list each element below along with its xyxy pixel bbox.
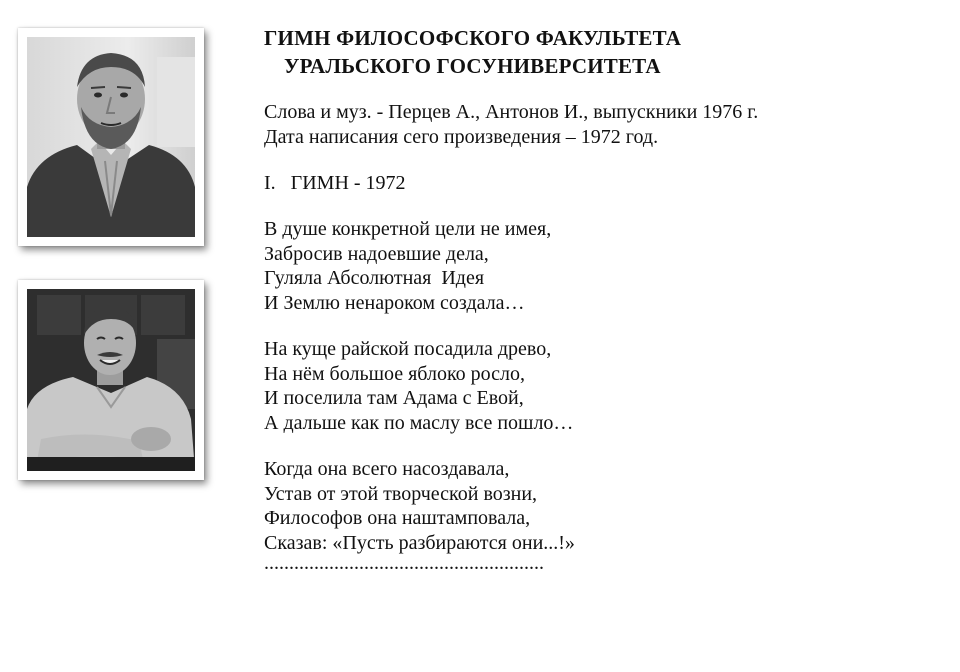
document-title [264,24,944,80]
verse-line: И поселила там Адама с Евой, [264,387,524,409]
verse-line: На нём большое яблоко росло, [264,362,526,385]
portrait-bearded-man-icon [27,37,195,237]
stanza-2 [264,337,944,435]
title-line-2: УРАЛЬСКОГО ГОСУНИВЕРСИТЕТА [284,54,661,78]
verse-line: Забросив надоевшие дела, [264,242,489,265]
verse-line: А дальше как по маслу все пошло… [264,411,574,434]
section-heading: I. ГИМН - 1972 [264,172,406,194]
title-line-1: ГИМН ФИЛОСОФСКОГО ФАКУЛЬТЕТА [264,26,682,50]
verse-line: Устав от этой творческой возни, [264,482,538,505]
author-photo-1 [18,28,204,246]
verse-line: И Землю ненароком создала… [264,291,525,314]
verse-line: Философов она наштамповала, [264,507,531,529]
portrait-smiling-man-icon [27,289,195,471]
verse-line: На куще райской посадила древо, [264,338,552,360]
stanza-3 [264,457,944,555]
credits-authors: Слова и муз. - Перцев А., Антонов И., выпускники 1976 г. [264,101,759,123]
credits-block [264,100,944,149]
author-photo-2 [18,280,204,480]
verse-line: Сказав: «Пусть разбираются они...!» [264,531,575,554]
verse-line: В душе конкретной цели не имея, [264,218,552,240]
stanza-1 [264,217,944,315]
verse-line: Когда она всего насоздавала, [264,458,510,480]
credits-date: Дата написания сего произведения – 1972 год. [264,125,659,148]
ellipsis-line: ........................................................ [264,552,544,574]
verse-line: Гуляла Абсолютная Идея [264,267,485,289]
anthem-text [264,24,944,574]
